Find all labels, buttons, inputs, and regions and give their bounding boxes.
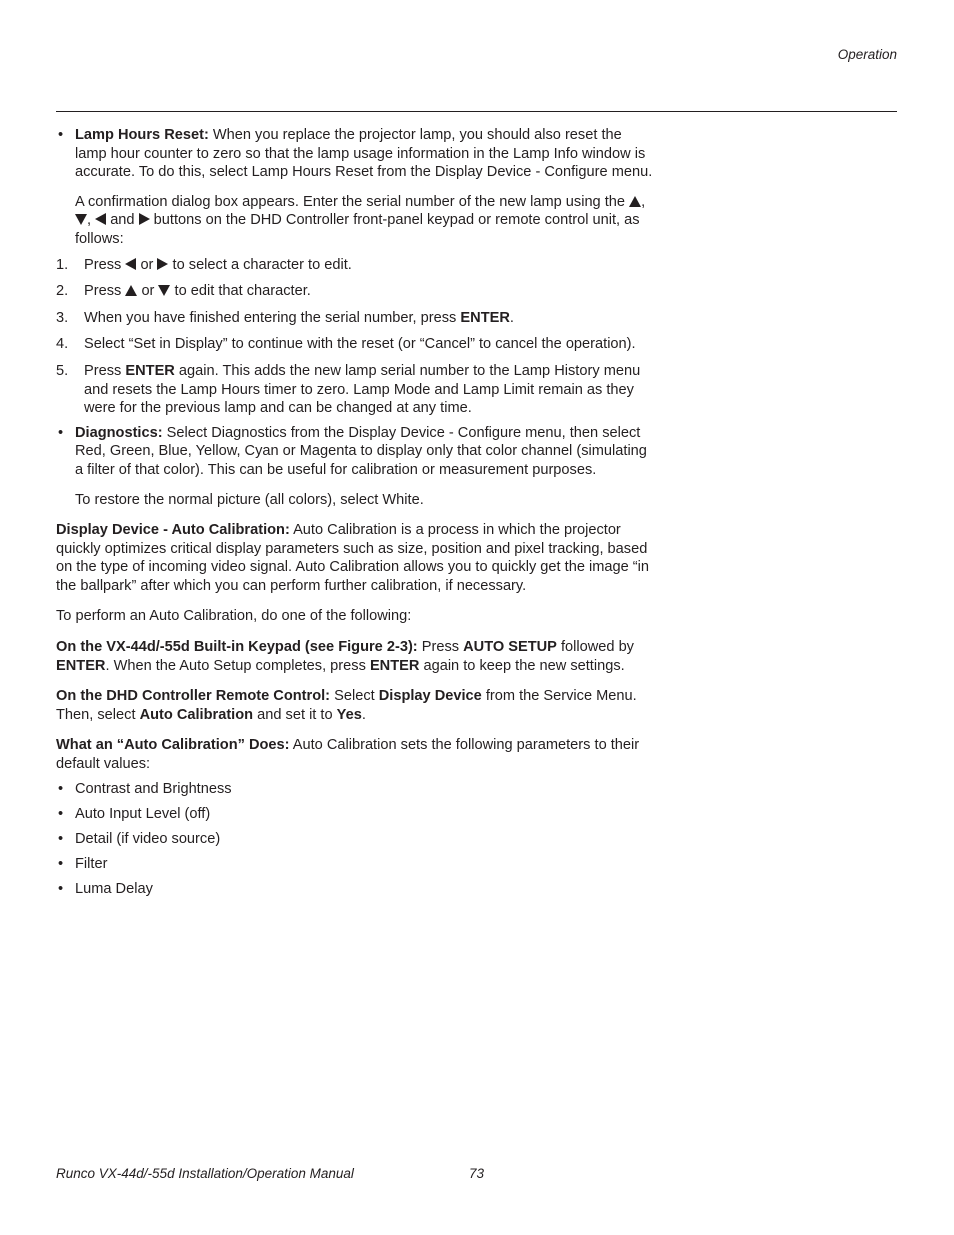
confirmation-text: A confirmation dialog box appears. Enter the serial number of the new lamp using the [75, 193, 626, 210]
remote-paragraph [56, 687, 656, 724]
display-device-label: Display Device [378, 688, 482, 705]
auto-calibration-body: Auto Calibration is a process in which the projector quickly optimizes critical display parameters such as size, position and pixel tracking, based on the type of incoming video signal. Auto Calibration allows you to quickly get the image “in the ballpark” after which you can perform further calibration, if necessary. [56, 522, 650, 594]
what-it-does-paragraph [56, 736, 656, 773]
separator: , [641, 193, 646, 210]
enter-key-label: ENTER [56, 657, 106, 674]
step-4 [56, 335, 656, 354]
step-text: to edit that character. [174, 283, 311, 300]
keypad-text: followed by [560, 639, 634, 656]
step-text: Press [84, 362, 122, 379]
up-arrow-icon [629, 196, 641, 207]
list-item: • Filter [56, 855, 656, 874]
what-it-does-body: Auto Calibration sets the following parameters to their default values: [56, 737, 640, 773]
step-number: 1. [56, 256, 69, 273]
remote-text: . [361, 706, 366, 723]
page-content [56, 126, 656, 898]
step-2 [56, 282, 656, 301]
diagnostics-body: Select Diagnostics from the Display Device - Configure menu, then select Red, Green, Blue, Yellow, Cyan or Magenta to display only that color channel (simulating a filter of that color). This can be useful for calibration or measurement purposes. [75, 424, 647, 478]
separator: , [87, 212, 92, 229]
auto-setup-key-label: AUTO SETUP [463, 639, 557, 656]
enter-key-label: ENTER [460, 309, 510, 326]
auto-calibration-label: Auto Calibration [139, 706, 254, 723]
keypad-text: again to keep the new settings. [423, 657, 625, 674]
step-number: 2. [56, 283, 69, 300]
confirmation-text-end: buttons on the DHD Controller front-panel keypad or remote control unit, as follows: [75, 212, 640, 247]
keypad-title: On the VX-44d/-55d Built-in Keypad (see Figure 2-3): [56, 639, 418, 656]
keypad-paragraph [56, 638, 656, 675]
diagnostics-title: Diagnostics: [75, 424, 163, 441]
step-number: 5. [56, 362, 69, 379]
step-text: again. This adds the new lamp serial number to the Lamp History menu and resets the Lamp Hours timer to zero. Lamp Mode and Lamp Limit remain as they were for the previous lamp and can be changed at any time. [84, 362, 641, 417]
list-item: • Contrast and Brightness [56, 780, 656, 799]
left-arrow-icon [95, 213, 106, 225]
or-text: or [141, 283, 155, 300]
step-text: When you have finished entering the serial number, press [84, 309, 457, 326]
down-arrow-icon [158, 285, 170, 296]
footer-manual-title: Runco VX-44d/-55d Installation/Operation Manual [56, 1166, 354, 1181]
running-header: Operation [837, 47, 897, 62]
header-rule [56, 111, 897, 112]
auto-calibration-title: Display Device - Auto Calibration: [56, 522, 290, 539]
lamp-hours-reset-title: Lamp Hours Reset: [75, 127, 209, 143]
step-5 [56, 362, 656, 418]
step-number: 4. [56, 336, 69, 353]
step-text: Press [84, 256, 122, 273]
list-item: • Detail (if video source) [56, 830, 656, 849]
list-item: • Luma Delay [56, 880, 656, 899]
right-arrow-icon [139, 213, 150, 225]
lamp-hours-reset-item [56, 126, 656, 182]
remote-text: and set it to [257, 706, 333, 723]
down-arrow-icon [75, 214, 87, 225]
step-text: Select “Set in Display” to continue with the reset (or “Cancel” to cancel the operation). [84, 336, 636, 353]
up-arrow-icon [125, 285, 137, 296]
yes-label: Yes [336, 706, 362, 723]
perform-intro: To perform an Auto Calibration, do one of the following: [56, 608, 412, 625]
step-text: . [509, 309, 514, 326]
auto-calibration-paragraph [56, 521, 656, 595]
lamp-hours-reset-body: When you replace the projector lamp, you should also reset the lamp hour counter to zero so that the lamp usage information in the Lamp Info window is accurate. To do this, select Lamp Hours Reset from the Display Device - Configure menu. [75, 127, 653, 181]
list-item: • Auto Input Level (off) [56, 805, 656, 824]
restore-note: To restore the normal picture (all colors), select White. [75, 491, 424, 508]
step-1 [56, 256, 656, 275]
what-it-does-title: What an “Auto Calibration” Does: [56, 737, 290, 754]
remote-text: from the Service Menu. Then, select [56, 688, 637, 723]
step-text: Press [84, 283, 122, 300]
keypad-text: . When the Auto Setup completes, press [105, 657, 366, 674]
remote-text: Select [334, 688, 375, 705]
page-number: 73 [469, 1166, 485, 1181]
enter-key-label: ENTER [369, 657, 420, 674]
or-text: or [140, 256, 154, 273]
remote-title: On the DHD Controller Remote Control: [56, 688, 331, 705]
step-number: 3. [56, 309, 69, 326]
keypad-text: Press [421, 639, 460, 656]
confirmation-paragraph [56, 193, 656, 249]
diagnostics-item [56, 424, 656, 480]
step-text: to select a character to edit. [172, 256, 352, 273]
right-arrow-icon [157, 258, 168, 270]
enter-key-label: ENTER [125, 362, 175, 379]
step-3 [56, 309, 656, 328]
left-arrow-icon [125, 258, 136, 270]
and-text: and [110, 212, 135, 229]
